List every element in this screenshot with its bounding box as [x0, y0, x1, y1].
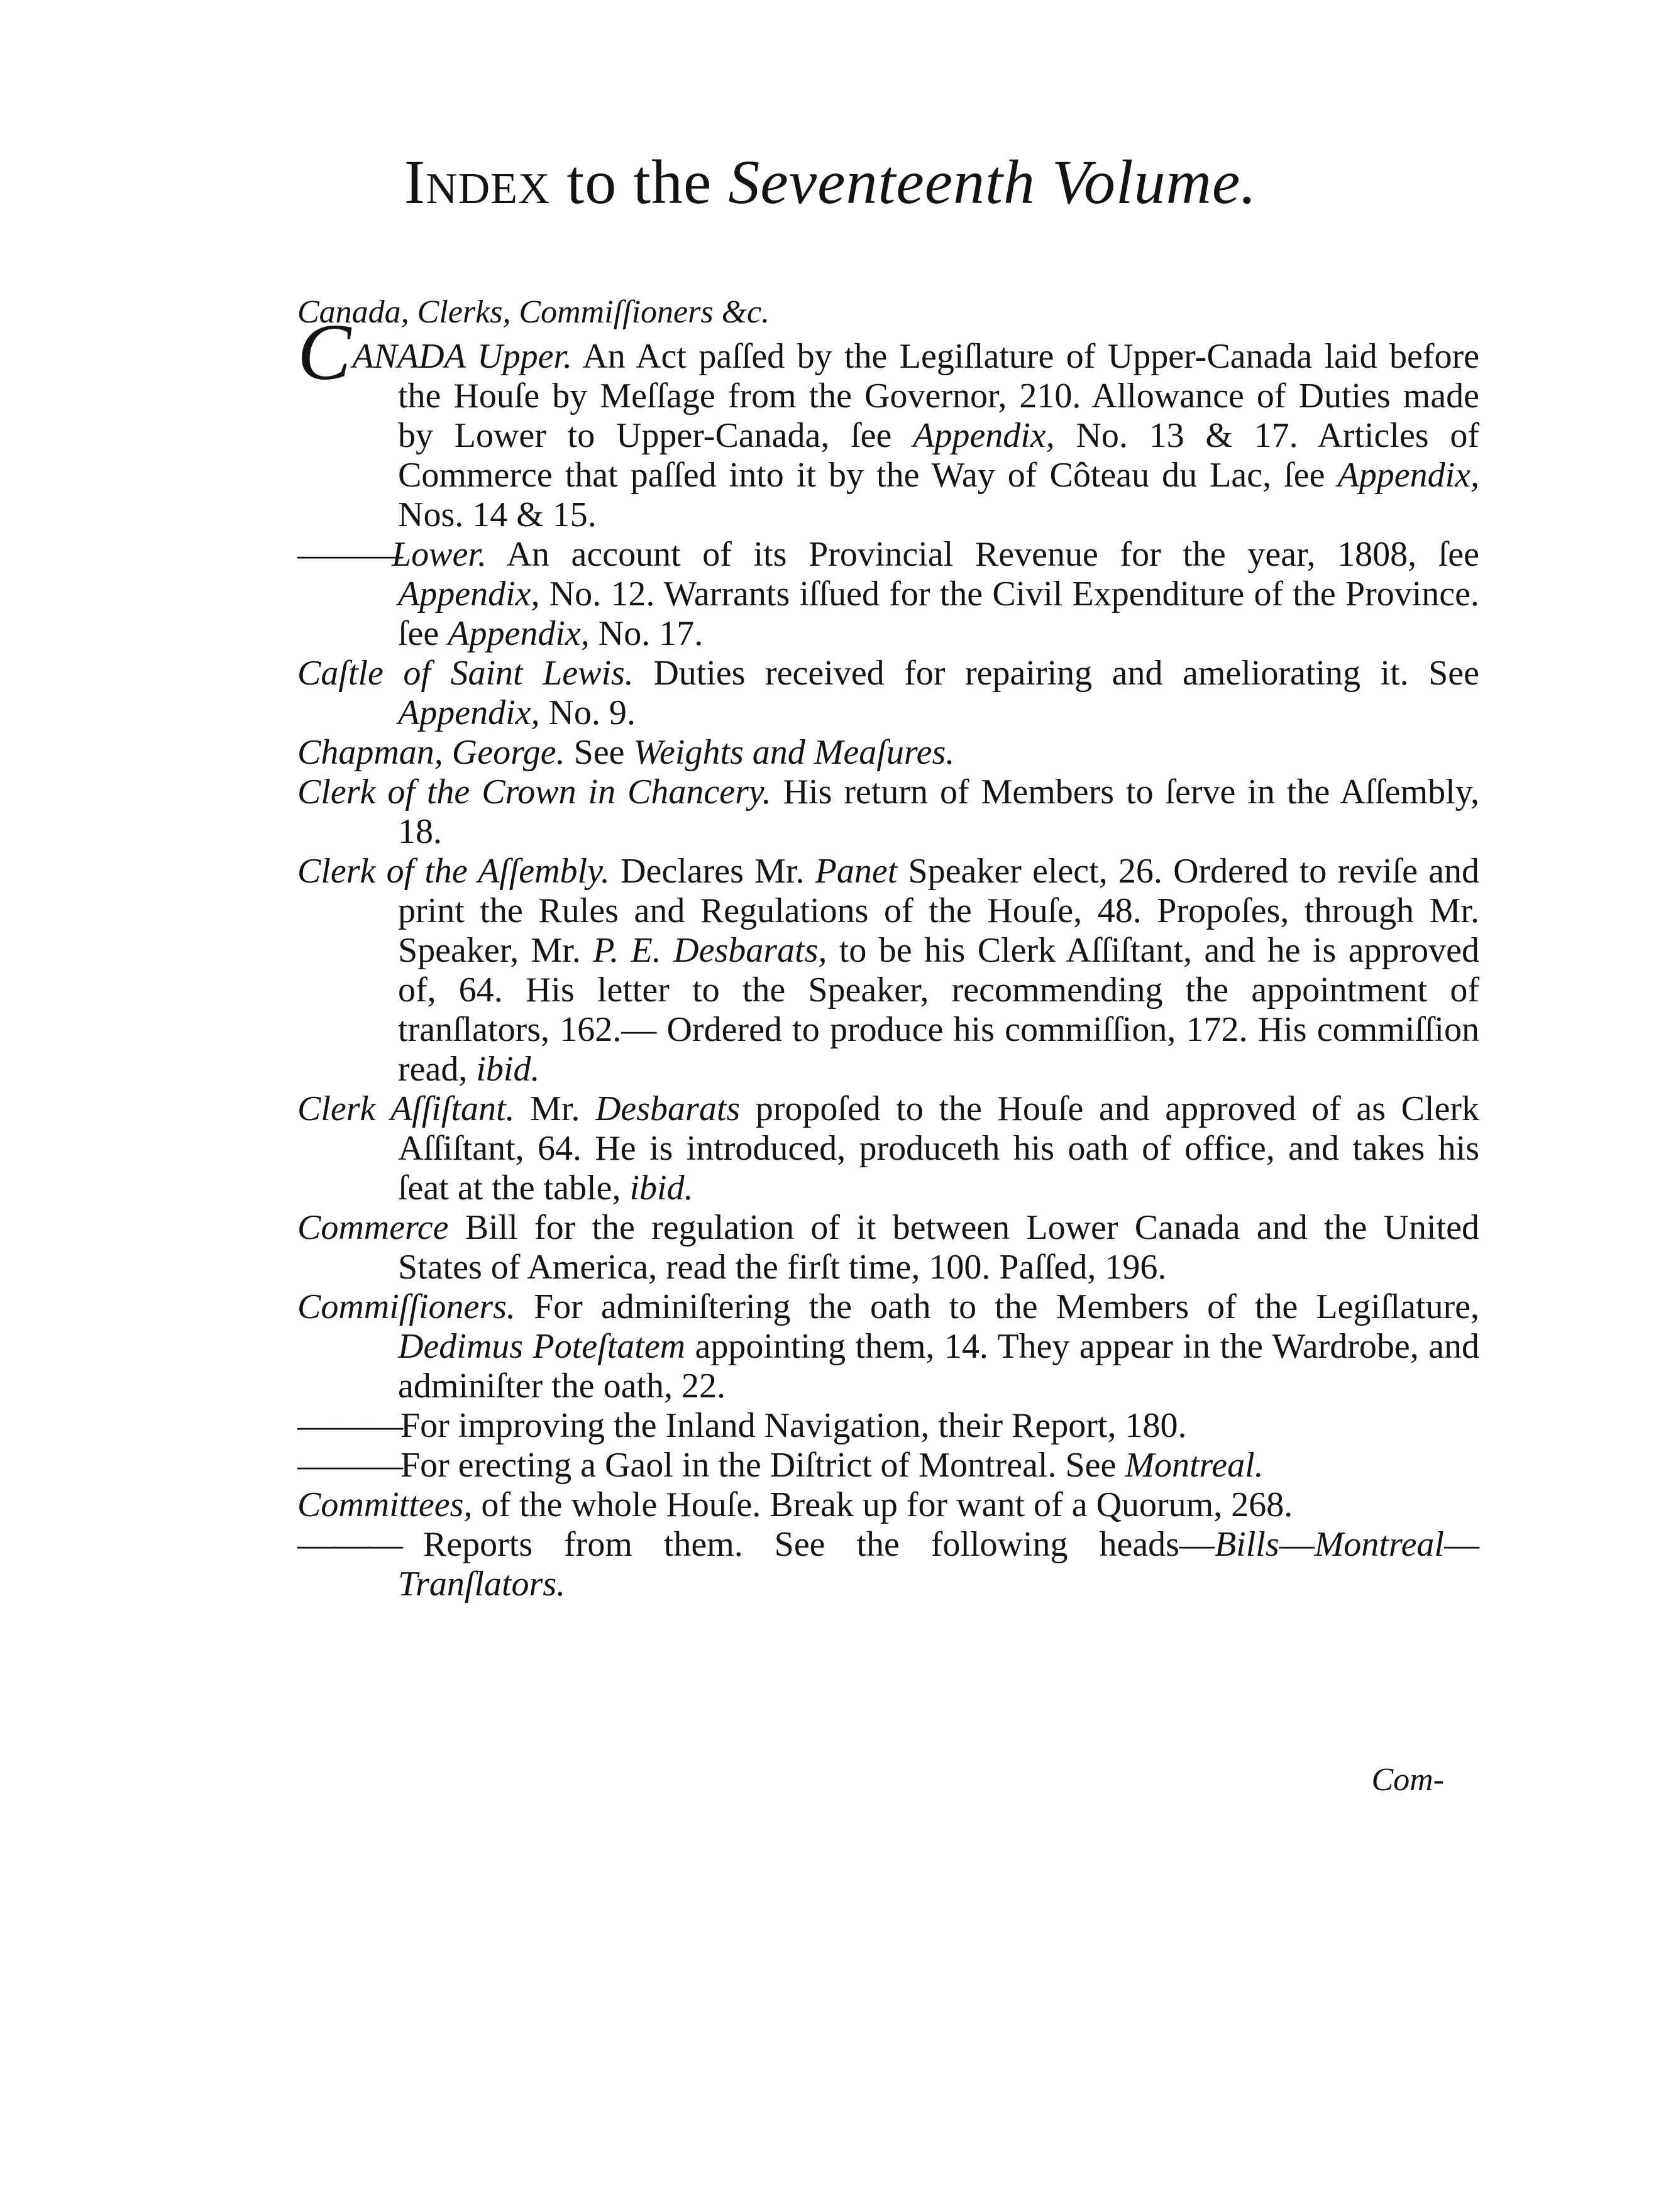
index-entry	[297, 654, 1479, 733]
entry-text: No. 9.	[539, 693, 636, 732]
entry-text: Speaker elect, 26. Ordered to reviſe and print the Rules and Regulations of the Houſe, 48. Propoſes, through Mr. Speaker, Mr.	[398, 852, 1479, 970]
entry-text: —	[1444, 1525, 1479, 1564]
drop-cap: C	[297, 307, 351, 397]
entry-italic-text: Dedimus Poteſtatem	[398, 1327, 686, 1366]
entry-text: No. 13 & 17. Articles of Commerce that paſſed into it by the Way of Côteau du Lac, ſee	[398, 416, 1480, 495]
catchword: Com-	[1371, 1762, 1444, 1798]
index-entry	[297, 535, 1479, 654]
index-entry	[297, 852, 1479, 1089]
entry-text: His return of Members to ſerve in the Aſſembly, 18.	[398, 773, 1479, 851]
entry-text: —	[1279, 1525, 1315, 1564]
page-title	[0, 145, 1661, 220]
entry-text: Declares Mr.	[609, 852, 815, 891]
entry-text: An account of its Provincial Revenue for the year, 1808, ſee	[486, 535, 1479, 574]
entry-text: Bill for the regulation of it between Lower Canada and the United States of America, read the firſt time, 100. Paſſed, 196.	[398, 1208, 1479, 1287]
entry-headword: Clerk Aſſiſtant.	[297, 1089, 515, 1128]
entry-italic-text: Montreal	[1314, 1525, 1444, 1564]
entry-italic-text: Appendix,	[398, 693, 540, 732]
entry-text: For adminiſtering the oath to the Members of the Legiſlature,	[515, 1287, 1479, 1326]
ditto-dash: ———	[297, 1446, 403, 1485]
index-entry	[297, 1287, 1479, 1406]
entry-headword: ANADA Upper.	[352, 337, 573, 376]
entry-headword: Caſtle of Saint Lewis.	[297, 654, 634, 693]
index-entry	[297, 1208, 1479, 1287]
entry-text: For erecting a Gaol in the Diſtrict of Montreal. See	[392, 1446, 1125, 1485]
entry-headword: Lower.	[392, 535, 487, 574]
title-word-volume: Seventeenth Volume.	[728, 147, 1257, 217]
entry-text: Mr.	[514, 1089, 595, 1128]
index-entry	[297, 1485, 1479, 1525]
index-entry	[297, 773, 1479, 852]
entry-text: See	[565, 733, 634, 772]
entry-headword: Clerk of the Crown in Chancery.	[297, 773, 771, 812]
entry-text: appointing them, 14. They appear in the Wardrobe, and adminiſter the oath, 22.	[398, 1327, 1479, 1406]
index-entry	[297, 1525, 1479, 1604]
entry-headword: Chapman, George.	[297, 733, 565, 772]
entry-text: For improving the Inland Navigation, their Report, 180.	[392, 1406, 1187, 1445]
entry-text: to be his Clerk Aſſiſtant, and he is approved of, 64. His letter to the Speaker, recommending the appointment of tranſlators, 162.— Ordered to produce his commiſſion, 172. His commiſſion read,	[398, 931, 1479, 1089]
entry-italic-text: Panet	[815, 852, 898, 891]
entry-italic-text: Tranſlators.	[398, 1565, 566, 1604]
entry-italic-text: Weights and Meaſures.	[633, 733, 955, 772]
entry-italic-text: P. E. Desbarats,	[593, 931, 827, 970]
entry-italic-text: ibid.	[629, 1169, 693, 1208]
entry-text: Duties received for repairing and ameliorating it. See	[633, 654, 1480, 693]
entry-text: Reports from them. See the following heads—	[392, 1525, 1215, 1564]
entry-italic-text: ibid.	[476, 1050, 540, 1089]
entry-headword: Clerk of the Aſſembly.	[297, 852, 610, 891]
entry-text: propoſed to the Houſe and approved of as Clerk Aſſiſtant, 64. He is introduced, produceth his oath of office, and takes his ſeat at the table,	[398, 1089, 1479, 1208]
entry-italic-text: Appendix,	[448, 614, 590, 653]
entry-text: An Act paſſed by the Legiſlature of Upper-Canada laid before the Houſe by Meſſage from the Governor, 210. Allowance of Duties made by Lower to Upper-Canada, ſee	[398, 337, 1479, 455]
ditto-dash: ———	[297, 535, 403, 574]
index-entry	[297, 1446, 1479, 1485]
title-word-to-the: to the	[566, 147, 712, 217]
entry-headword: Committees,	[297, 1485, 473, 1524]
ditto-dash: ———	[297, 1525, 403, 1564]
entry-text: No. 17.	[589, 614, 704, 653]
entry-italic-text: Bills	[1214, 1525, 1279, 1564]
entry-italic-text: Appendix,	[913, 416, 1055, 455]
entry-text: Nos. 14 & 15.	[398, 495, 597, 534]
entry-italic-text: Montreal.	[1125, 1446, 1264, 1485]
index-entry	[297, 733, 1479, 773]
entry-italic-text: Desbarats	[595, 1089, 741, 1128]
section-heading: Canada, Clerks, Commiſſioners &c.	[297, 294, 770, 330]
title-word-index: Index	[404, 147, 551, 217]
index-entry	[297, 1089, 1479, 1208]
entry-headword: Commiſſioners.	[297, 1287, 516, 1326]
entry-headword: Commerce	[297, 1208, 449, 1247]
entry-text: of the whole Houſe. Break up for want of a Quorum, 268.	[472, 1485, 1293, 1524]
entry-italic-text: Appendix,	[1337, 456, 1479, 495]
entry-italic-text: Appendix,	[398, 575, 540, 614]
index-entry	[297, 1406, 1479, 1446]
entry-text: No. 12. Warrants iſſued for the Civil Expenditure of the Province. ſee	[398, 575, 1479, 653]
ditto-dash: ———	[297, 1406, 403, 1445]
